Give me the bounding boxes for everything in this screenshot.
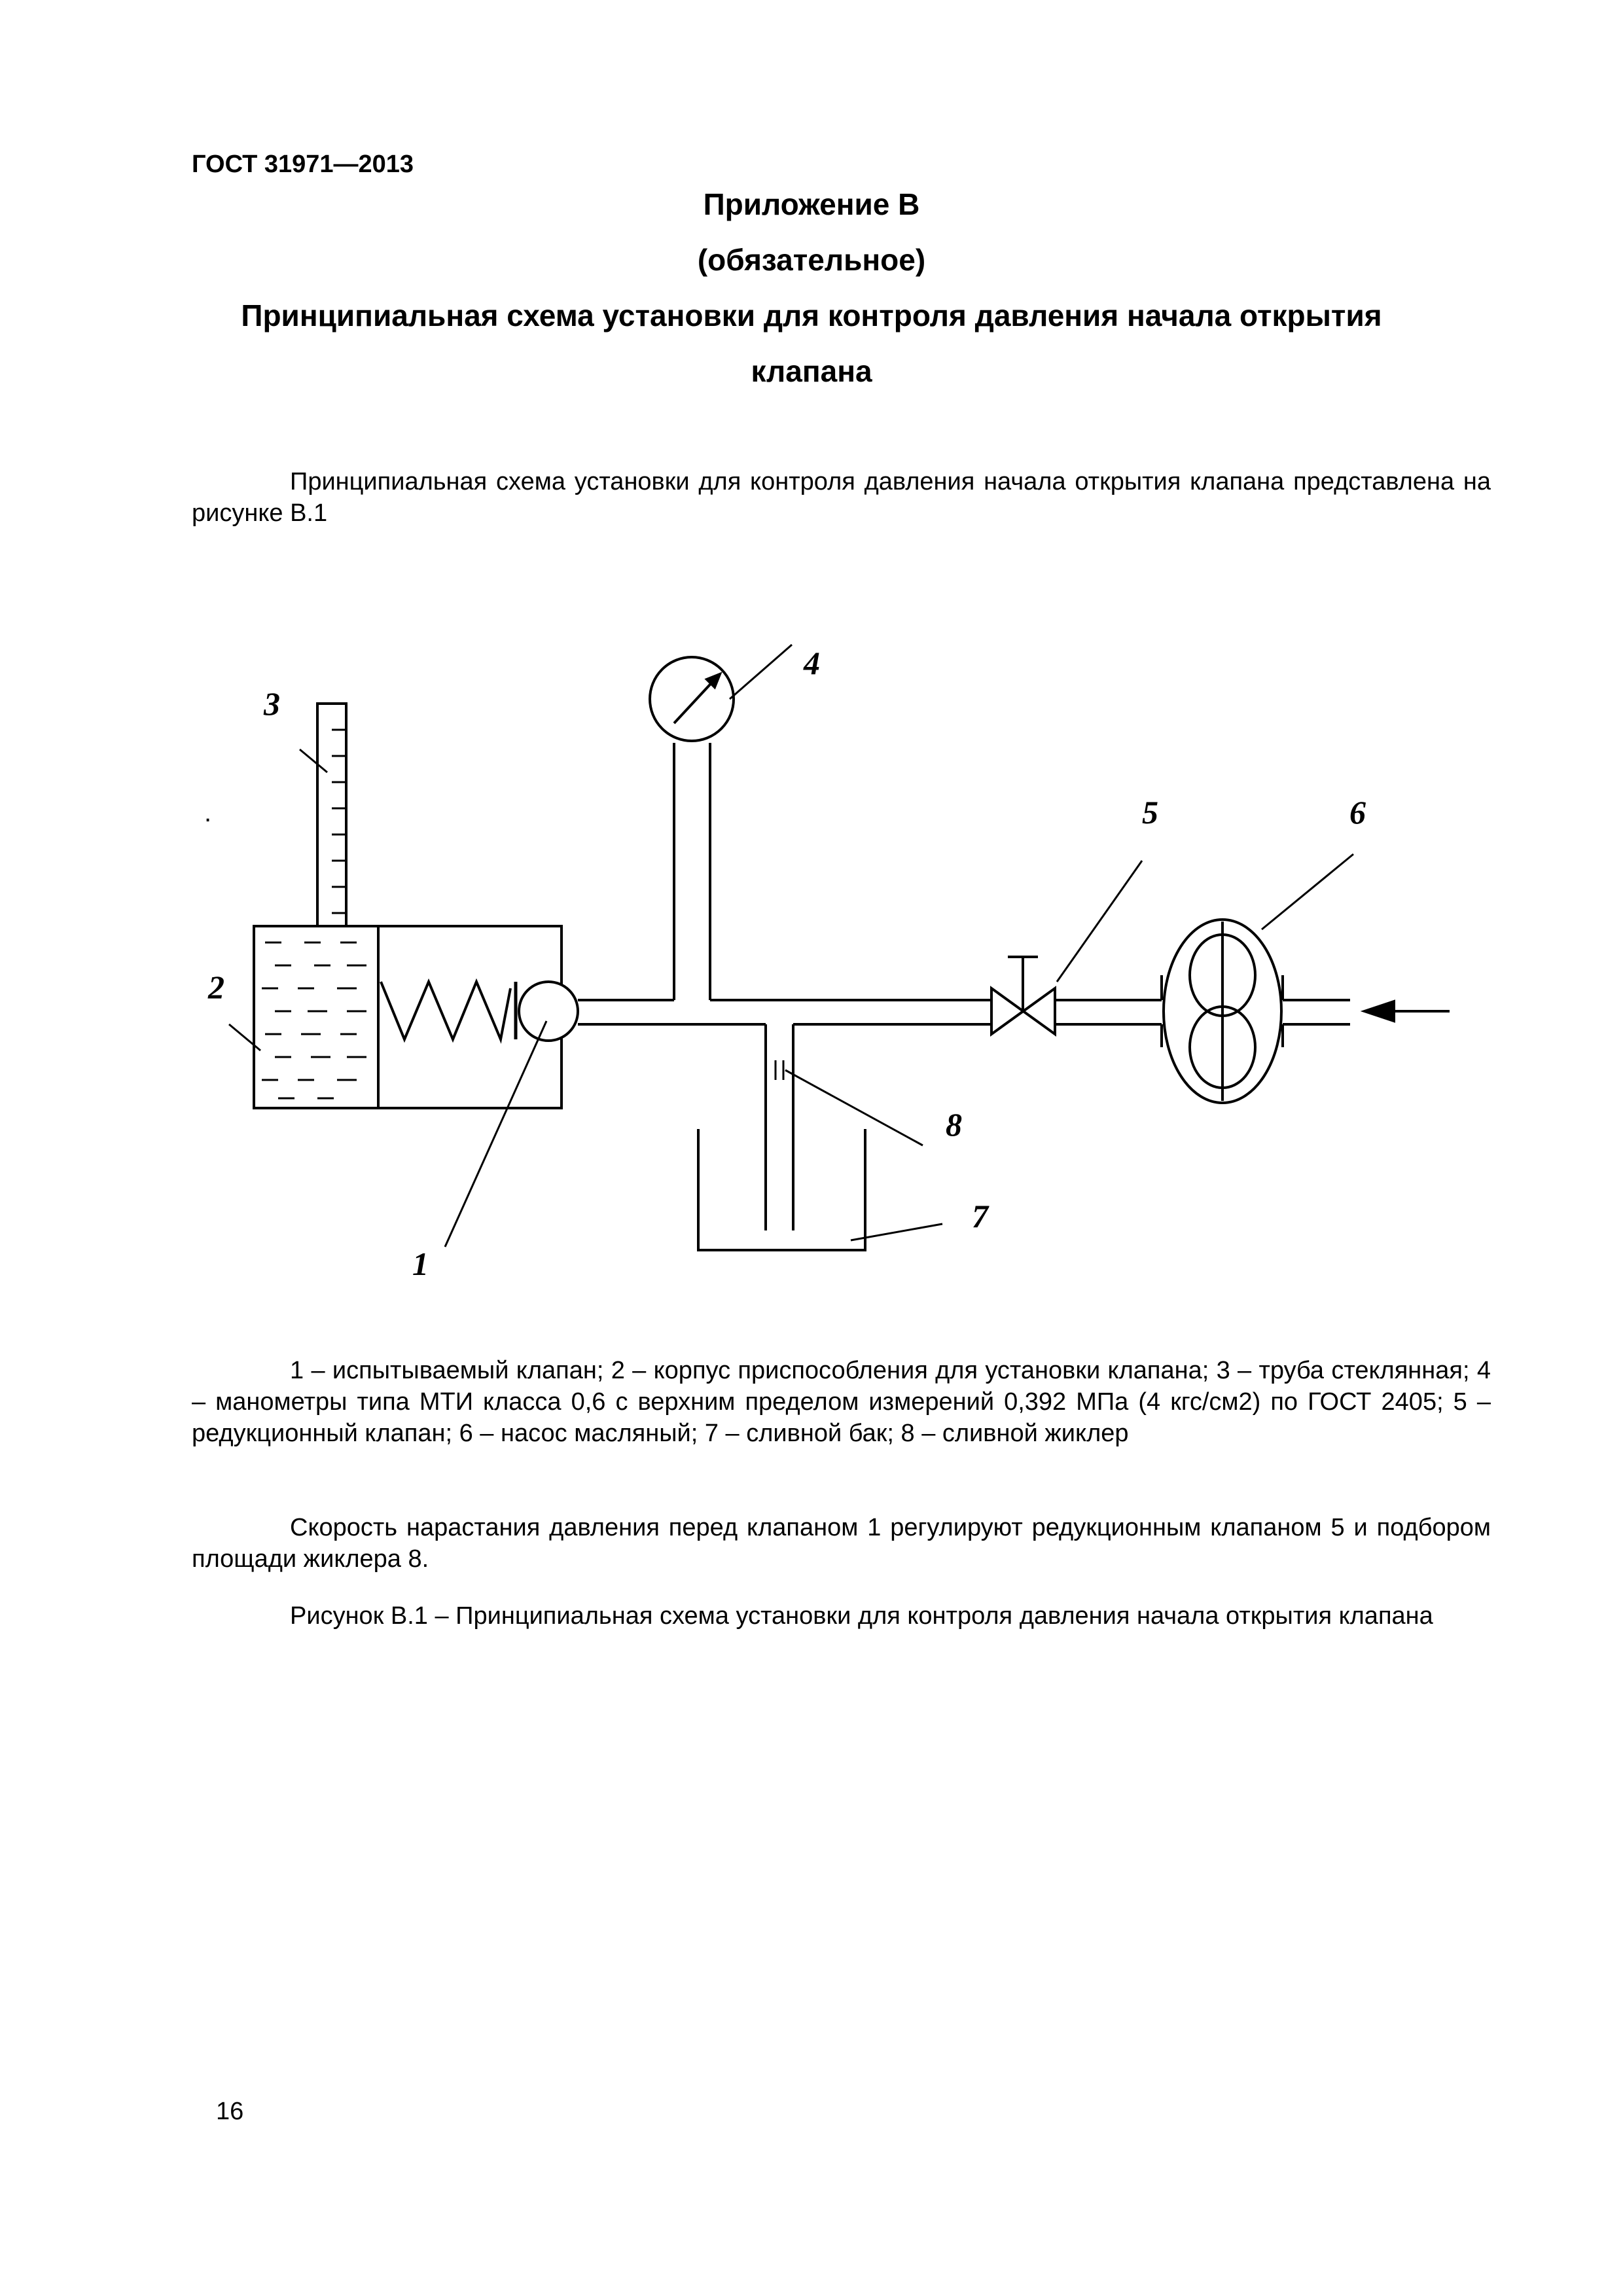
valve-spring [381,982,510,1039]
note-paragraph [192,1512,1491,1575]
liquid-hatching [262,942,366,1098]
label-2: 2 [208,969,224,1005]
glass-tube [317,704,346,926]
appendix-title: Приложение В [703,187,920,221]
stray-mark: . [204,798,212,827]
label-7: 7 [972,1198,988,1234]
intro-text: Принципиальная схема установки для контроля давления начала открытия клапана представлена на рисунке В.1 [192,468,1491,527]
pressure-gauge [650,657,734,741]
tube-scale-ticks [332,730,346,913]
note-text: Скорость нарастания давления перед клапаном 1 регулируют редукционным клапаном 5 и подбором площади жиклера 8. [192,1514,1491,1573]
appendix-heading: Принципиальная схема установки для контроля давления начала открытия [241,298,1382,332]
page-number: 16 [216,2098,244,2125]
label-4: 4 [804,645,820,681]
caption-text: Рисунок В.1 – Принципиальная схема установки для контроля давления начала открытия клапана [290,1602,1433,1630]
appendix-heading-continued: клапана [751,354,872,388]
drain-tank [698,1129,865,1250]
inlet-arrow-head [1364,1001,1394,1021]
label-6: 6 [1349,794,1366,831]
label-8: 8 [946,1106,962,1143]
label-5: 5 [1142,794,1158,831]
document-code: ГОСТ 31971—2013 [192,151,414,178]
tested-valve [519,982,578,1041]
appendix-status: (обязательное) [697,243,926,277]
figure-caption [192,1600,1491,1632]
legend-paragraph [192,1355,1491,1449]
legend-text: 1 – испытываемый клапан; 2 – корпус приспособления для установки клапана; 3 – труба стеклянная; 4 – манометры типа МТИ класса 0,6 с верхним пределом измерений 0,392 МПа (4 кгс/см2) по ГОСТ 2405; 5 – редукционный клапан; 6 – насос масляный; 7 – сливной бак; 8 – сливной жиклер [192,1357,1491,1447]
label-3: 3 [264,685,280,722]
label-1: 1 [412,1246,429,1282]
